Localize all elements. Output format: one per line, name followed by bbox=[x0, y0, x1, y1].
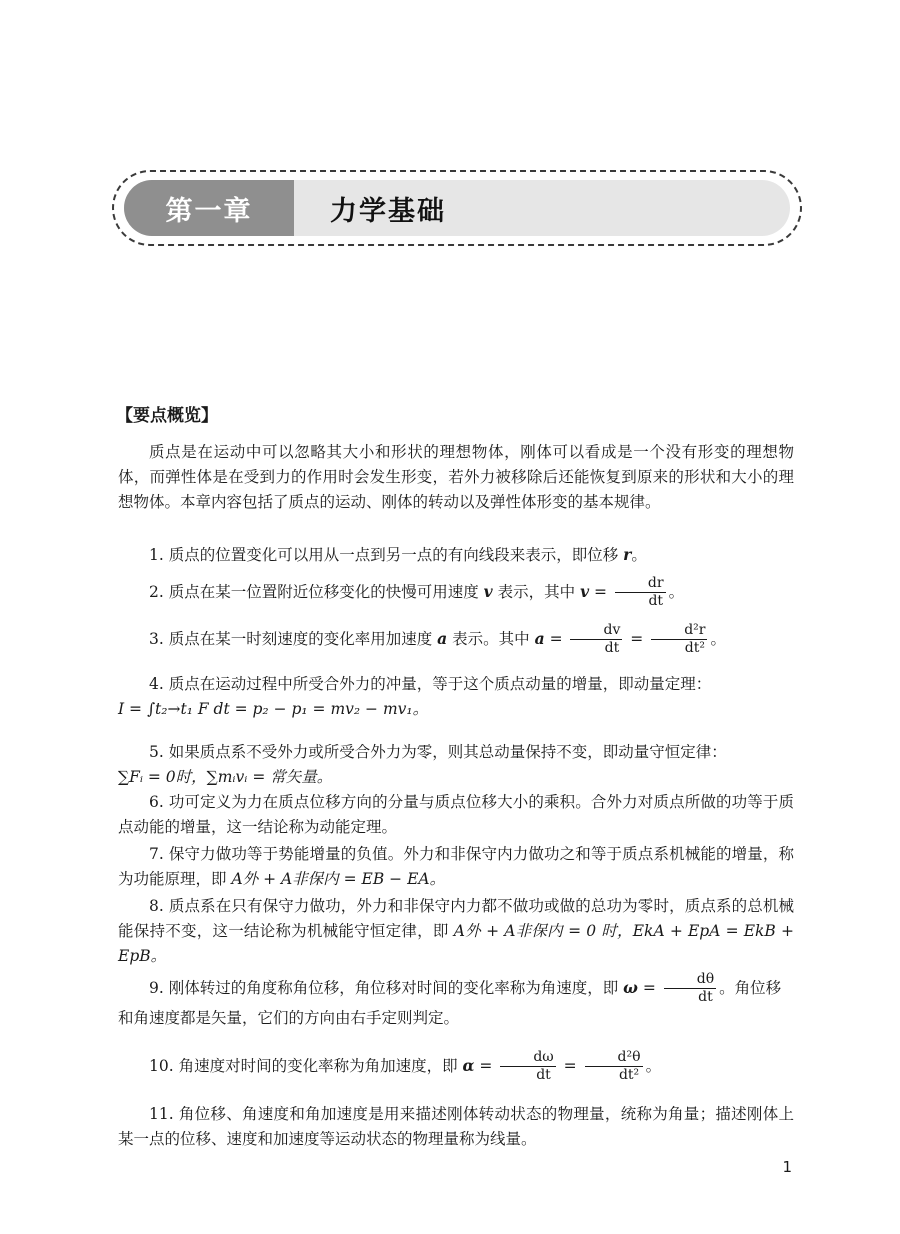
intro-text: 质点是在运动中可以忽略其大小和形状的理想物体，刚体可以看成是一个没有形变的理想物体，而弹性体是在受到力的作用时会发生形变，若外力被移除后还能恢复到原来的形状和大小的理想物体。本章内容包括了质点的运动、刚体的转动以及弹性体形变的基本规律。 bbox=[118, 443, 794, 511]
item-9 bbox=[118, 972, 794, 1031]
intro-paragraph bbox=[118, 440, 794, 514]
item-7-text: 7. 保守力做功等于势能增量的负值。外力和非保守内力做功之和等于质点系机械能的增量，称为功能原理，即 bbox=[118, 845, 794, 888]
item-10-lhs: α bbox=[462, 1055, 475, 1075]
item-2-mid: 表示，其中 bbox=[497, 582, 576, 601]
item-3-fraction-2 bbox=[651, 623, 707, 657]
item-9-denominator: dt bbox=[698, 989, 713, 1006]
item-10-eq: = bbox=[474, 1056, 498, 1075]
item-10-text: 10. 角速度对时间的变化率称为角加速度，即 bbox=[149, 1056, 458, 1075]
item-4-formula: I = ∫t₂→t₁ F dt = p₂ − p₁ = mv₂ − mv₁。 bbox=[118, 699, 429, 718]
item-2-denominator: dt bbox=[648, 593, 664, 610]
item-10-eq2: = bbox=[558, 1056, 582, 1075]
item-3-denominator-1: dt bbox=[604, 640, 620, 657]
item-3-denominator-2: dt² bbox=[684, 640, 705, 657]
item-5 bbox=[118, 740, 794, 790]
page-number: 1 bbox=[782, 1158, 792, 1176]
item-6 bbox=[118, 790, 794, 840]
item-9-eq: = bbox=[637, 978, 661, 997]
item-3-lhs: a bbox=[534, 628, 545, 648]
item-1-text: 1. 质点的位置变化可以用从一点到另一点的有向线段来表示，即位移 bbox=[149, 546, 619, 564]
item-3 bbox=[118, 623, 794, 657]
item-3-symbol: a bbox=[437, 628, 448, 648]
item-8-formula: A外 + A非保内 = 0 时，EkA + EpA = EkB + EpB。 bbox=[118, 921, 794, 965]
item-3-numerator-2: d²r bbox=[651, 623, 707, 640]
item-3-eq: = bbox=[544, 629, 568, 648]
item-4 bbox=[118, 672, 794, 722]
item-9-numerator: dθ bbox=[664, 972, 716, 989]
item-1-symbol: r bbox=[623, 545, 632, 564]
item-8 bbox=[118, 894, 794, 968]
item-10-fraction-2 bbox=[585, 1050, 643, 1084]
item-6-text: 6. 功可定义为力在质点位移方向的分量与质点位移大小的乘积。合外力对质点所做的功等于质点动能的增量，这一结论称为动能定理。 bbox=[118, 793, 794, 836]
item-2-lhs: v bbox=[580, 581, 590, 601]
item-9-lhs: ω bbox=[623, 977, 638, 997]
item-10-end: 。 bbox=[645, 1056, 662, 1075]
item-7-formula: A外 + A非保内 = EB − EA。 bbox=[231, 869, 446, 888]
item-9-fraction bbox=[664, 972, 716, 1006]
item-3-end: 。 bbox=[710, 629, 726, 648]
item-5-formula: ∑Fᵢ = 0时，∑mᵢvᵢ = 常矢量。 bbox=[118, 767, 333, 786]
item-3-eq2: = bbox=[625, 629, 649, 648]
item-1 bbox=[118, 543, 794, 568]
item-2-eq: = bbox=[589, 582, 612, 601]
chapter-banner bbox=[112, 170, 802, 246]
item-2-end: 。 bbox=[668, 582, 685, 601]
item-5-text: 5. 如果质点系不受外力或所受合外力为零，则其总动量保持不变，即动量守恒定律： bbox=[149, 743, 727, 761]
item-2-symbol: v bbox=[483, 581, 493, 601]
item-9-text: 9. 刚体转过的角度称角位移，角位移对时间的变化率称为角速度，即 bbox=[149, 978, 619, 997]
item-3-numerator-1: dv bbox=[570, 623, 622, 640]
item-11-text: 11. 角位移、角速度和角加速度是用来描述刚体转动状态的物理量，统称为角量；描述刚体上某一点的位移、速度和加速度等运动状态的物理量称为线量。 bbox=[118, 1105, 794, 1148]
item-10-numerator-2: d²θ bbox=[585, 1050, 643, 1067]
item-8-text: 8. 质点系在只有保守力做功，外力和非保守内力都不做功或做的总功为零时，质点系的总机械能保持不变，这一结论称为机械能守恒定律，即 bbox=[118, 897, 794, 940]
item-10-denominator-2: dt² bbox=[618, 1067, 640, 1084]
item-9-end: 。角位移和角速度都是矢量，它们的方向由右手定则判定。 bbox=[118, 978, 782, 1027]
item-2 bbox=[118, 576, 794, 610]
chapter-number: 第一章 bbox=[124, 180, 294, 236]
item-10 bbox=[118, 1050, 794, 1084]
item-10-fraction-1 bbox=[500, 1050, 555, 1084]
chapter-banner-inner bbox=[124, 180, 790, 236]
item-7 bbox=[118, 842, 794, 892]
section-heading: 【要点概览】 bbox=[116, 406, 218, 426]
item-3-text: 3. 质点在某一时刻速度的变化率用加速度 bbox=[149, 629, 433, 648]
item-2-fraction bbox=[615, 576, 666, 610]
item-2-text: 2. 质点在某一位置附近位移变化的快慢可用速度 bbox=[149, 582, 479, 601]
item-2-numerator: dr bbox=[615, 576, 666, 593]
item-10-numerator-1: dω bbox=[500, 1050, 555, 1067]
item-10-denominator-1: dt bbox=[536, 1067, 551, 1084]
item-11 bbox=[118, 1102, 794, 1152]
item-3-fraction-1 bbox=[570, 623, 622, 657]
chapter-title: 力学基础 bbox=[330, 195, 446, 227]
item-4-text: 4. 质点在运动过程中所受合外力的冲量，等于这个质点动量的增量，即动量定理： bbox=[149, 675, 712, 693]
item-1-end: 。 bbox=[631, 546, 647, 564]
item-3-mid: 表示。其中 bbox=[452, 629, 530, 648]
